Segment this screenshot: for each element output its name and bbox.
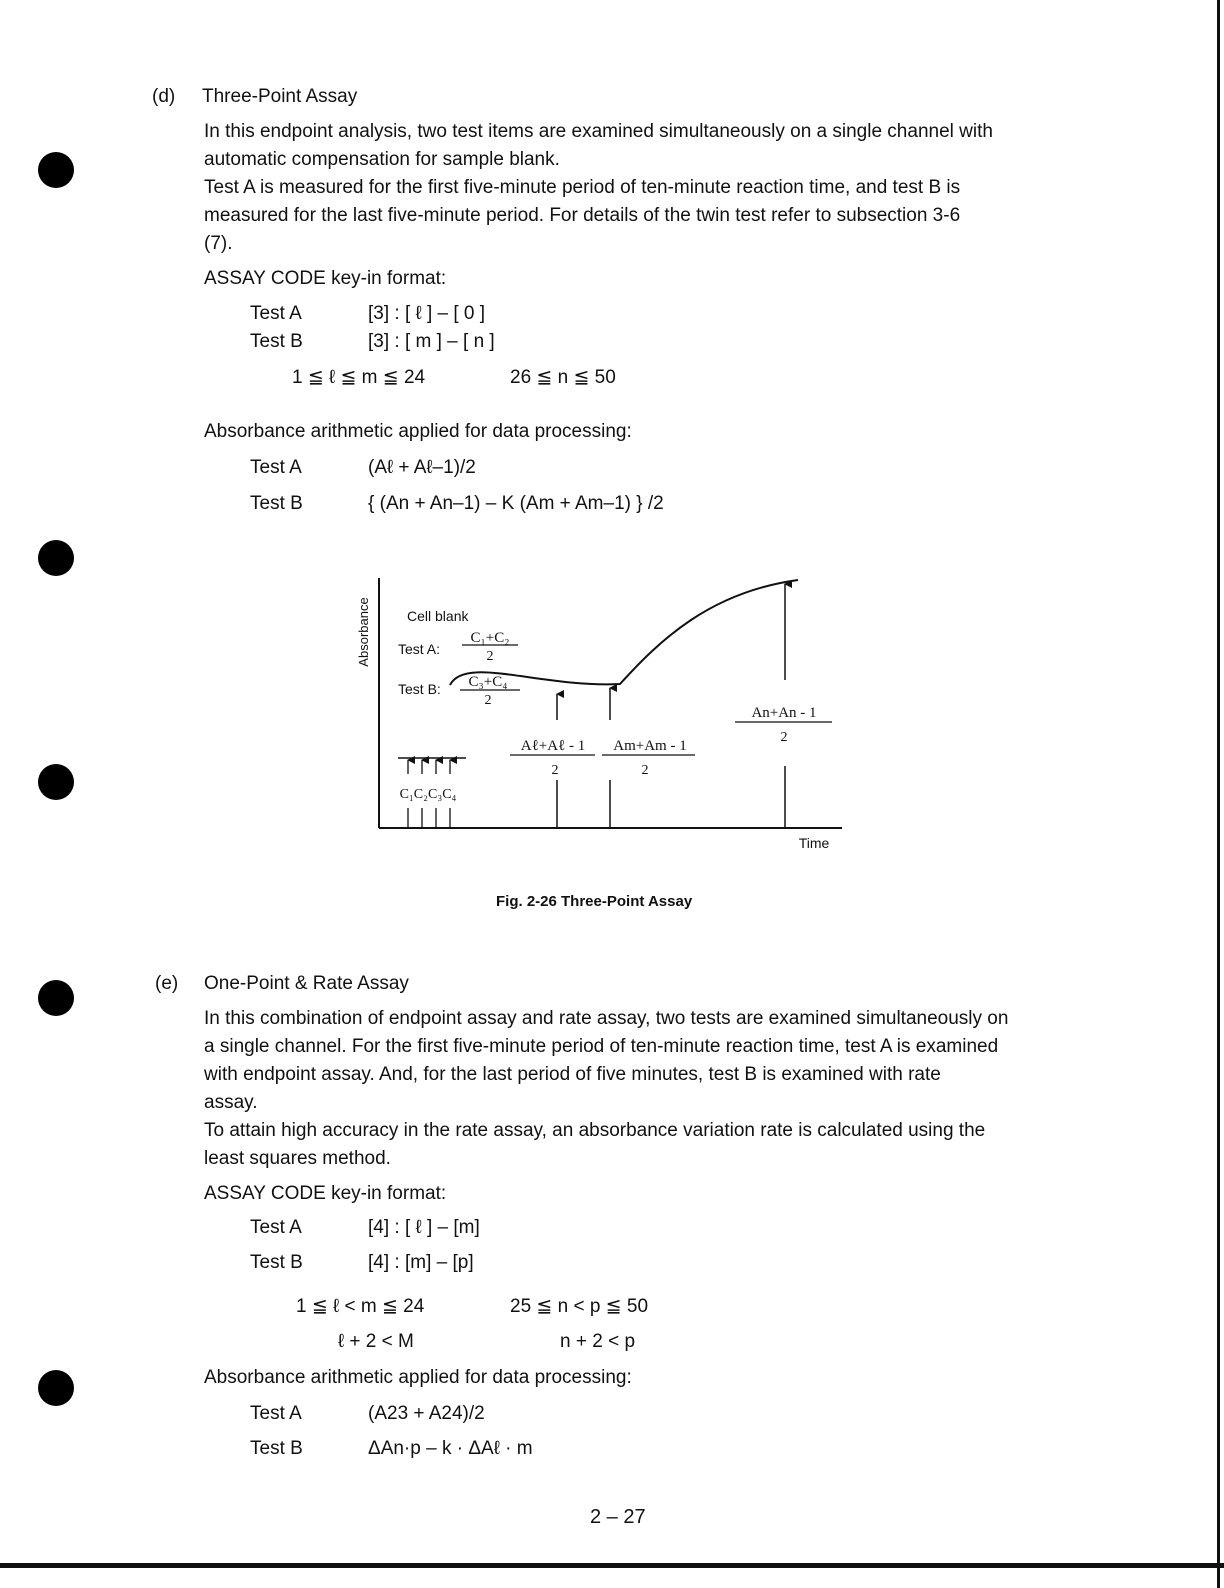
arith-formula: { (An + An–1) – K (Am + Am–1) } /2 bbox=[368, 493, 664, 514]
arith-heading: Absorbance arithmetic applied for data processing: bbox=[204, 1367, 632, 1388]
keyin-code: [3] : [ ℓ ] – [ 0 ] bbox=[368, 303, 486, 324]
arith-name: Test A bbox=[250, 1403, 302, 1424]
fraction-denominator: 2 bbox=[486, 649, 494, 664]
three-point-assay-figure bbox=[350, 570, 850, 860]
y-axis-label: Absorbance bbox=[356, 597, 371, 667]
keyin-heading: ASSAY CODE key-in format: bbox=[204, 268, 447, 289]
paragraph-line: automatic compensation for sample blank. bbox=[204, 149, 560, 170]
paragraph-line: In this combination of endpoint assay and rate assay, two tests are examined simultaneously on bbox=[204, 1008, 1009, 1029]
section-d-title: Three-Point Assay bbox=[202, 86, 358, 107]
paragraph-line: with endpoint assay. And, for the last period of five minutes, test B is examined with rate bbox=[204, 1064, 941, 1085]
arith-formula: (A23 + A24)/2 bbox=[368, 1403, 485, 1424]
keyin-name: Test B bbox=[250, 331, 303, 352]
page-number: 2 – 27 bbox=[590, 1506, 646, 1528]
binder-hole bbox=[38, 540, 74, 576]
figure-caption: Fig. 2-26 Three-Point Assay bbox=[496, 893, 693, 910]
keyin-code: [3] : [ m ] – [ n ] bbox=[368, 331, 495, 352]
keyin-name: Test B bbox=[250, 1252, 303, 1273]
page-edge-right bbox=[1217, 0, 1220, 1588]
binder-hole bbox=[38, 152, 74, 188]
paragraph-line: least squares method. bbox=[204, 1148, 391, 1169]
paragraph-line: To attain high accuracy in the rate assay, an absorbance variation rate is calculated using the bbox=[204, 1120, 986, 1141]
test-b-numerator: C₃+C₄ bbox=[468, 674, 508, 690]
mark-n-numerator: An+An - 1 bbox=[751, 705, 817, 721]
mark-l-numerator: Aℓ+Aℓ - 1 bbox=[520, 738, 586, 754]
keyin-name: Test A bbox=[250, 1217, 302, 1238]
test-a-label: Test A: bbox=[398, 641, 441, 657]
paragraph-line: (7). bbox=[204, 233, 233, 254]
fraction-denominator: 2 bbox=[551, 763, 559, 778]
range-expression: 25 ≦ n < p ≦ 50 bbox=[510, 1296, 649, 1317]
range-expression: 1 ≦ ℓ < m ≦ 24 bbox=[296, 1296, 425, 1317]
arith-name: Test B bbox=[250, 493, 303, 514]
binder-hole bbox=[38, 1370, 74, 1406]
keyin-code: [4] : [ ℓ ] – [m] bbox=[368, 1217, 480, 1238]
section-e-label: (e) bbox=[155, 973, 179, 994]
x-axis-label: Time bbox=[798, 835, 830, 851]
paragraph-line: measured for the last five-minute period. For details of the twin test refer to subsection 3-6 bbox=[204, 205, 961, 226]
section-e-paragraph bbox=[204, 1005, 1104, 1173]
test-b-label: Test B: bbox=[398, 681, 441, 697]
cell-blank-label: Cell blank bbox=[407, 608, 469, 624]
binder-hole bbox=[38, 980, 74, 1016]
range-expression: 1 ≦ ℓ ≦ m ≦ 24 bbox=[292, 367, 426, 388]
page-edge-bottom bbox=[0, 1563, 1224, 1568]
binder-hole bbox=[38, 764, 74, 800]
range-expression: n + 2 < p bbox=[560, 1331, 636, 1352]
arith-formula: ΔAn·p – k · ΔAℓ · m bbox=[368, 1438, 533, 1459]
arith-formula: (Aℓ + Aℓ–1)/2 bbox=[368, 457, 476, 478]
paragraph-line: Test A is measured for the first five-minute period of ten-minute reaction time, and test B is bbox=[204, 177, 961, 198]
c-labels: C₁C₂C₃C₄ bbox=[399, 787, 457, 802]
keyin-code: [4] : [m] – [p] bbox=[368, 1252, 474, 1273]
paragraph-line: In this endpoint analysis, two test items are examined simultaneously on a single channel with bbox=[204, 121, 993, 142]
arith-name: Test B bbox=[250, 1438, 303, 1459]
keyin-name: Test A bbox=[250, 303, 302, 324]
arith-name: Test A bbox=[250, 457, 302, 478]
fraction-denominator: 2 bbox=[641, 763, 649, 778]
range-expression: ℓ + 2 < M bbox=[338, 1331, 414, 1352]
section-e-title: One-Point & Rate Assay bbox=[204, 973, 409, 994]
keyin-heading: ASSAY CODE key-in format: bbox=[204, 1183, 447, 1204]
section-d-paragraph bbox=[204, 118, 1104, 258]
paragraph-line: a single channel. For the first five-minute period of ten-minute reaction time, test A is examined bbox=[204, 1036, 999, 1057]
fraction-denominator: 2 bbox=[780, 730, 788, 745]
range-expression: 26 ≦ n ≦ 50 bbox=[510, 367, 616, 388]
section-d-label: (d) bbox=[152, 86, 176, 107]
mark-m-numerator: Am+Am - 1 bbox=[613, 738, 687, 754]
test-a-numerator: C₁+C₂ bbox=[470, 630, 510, 646]
paragraph-line: assay. bbox=[204, 1092, 258, 1113]
fraction-denominator: 2 bbox=[484, 693, 492, 708]
arith-heading: Absorbance arithmetic applied for data processing: bbox=[204, 421, 632, 442]
